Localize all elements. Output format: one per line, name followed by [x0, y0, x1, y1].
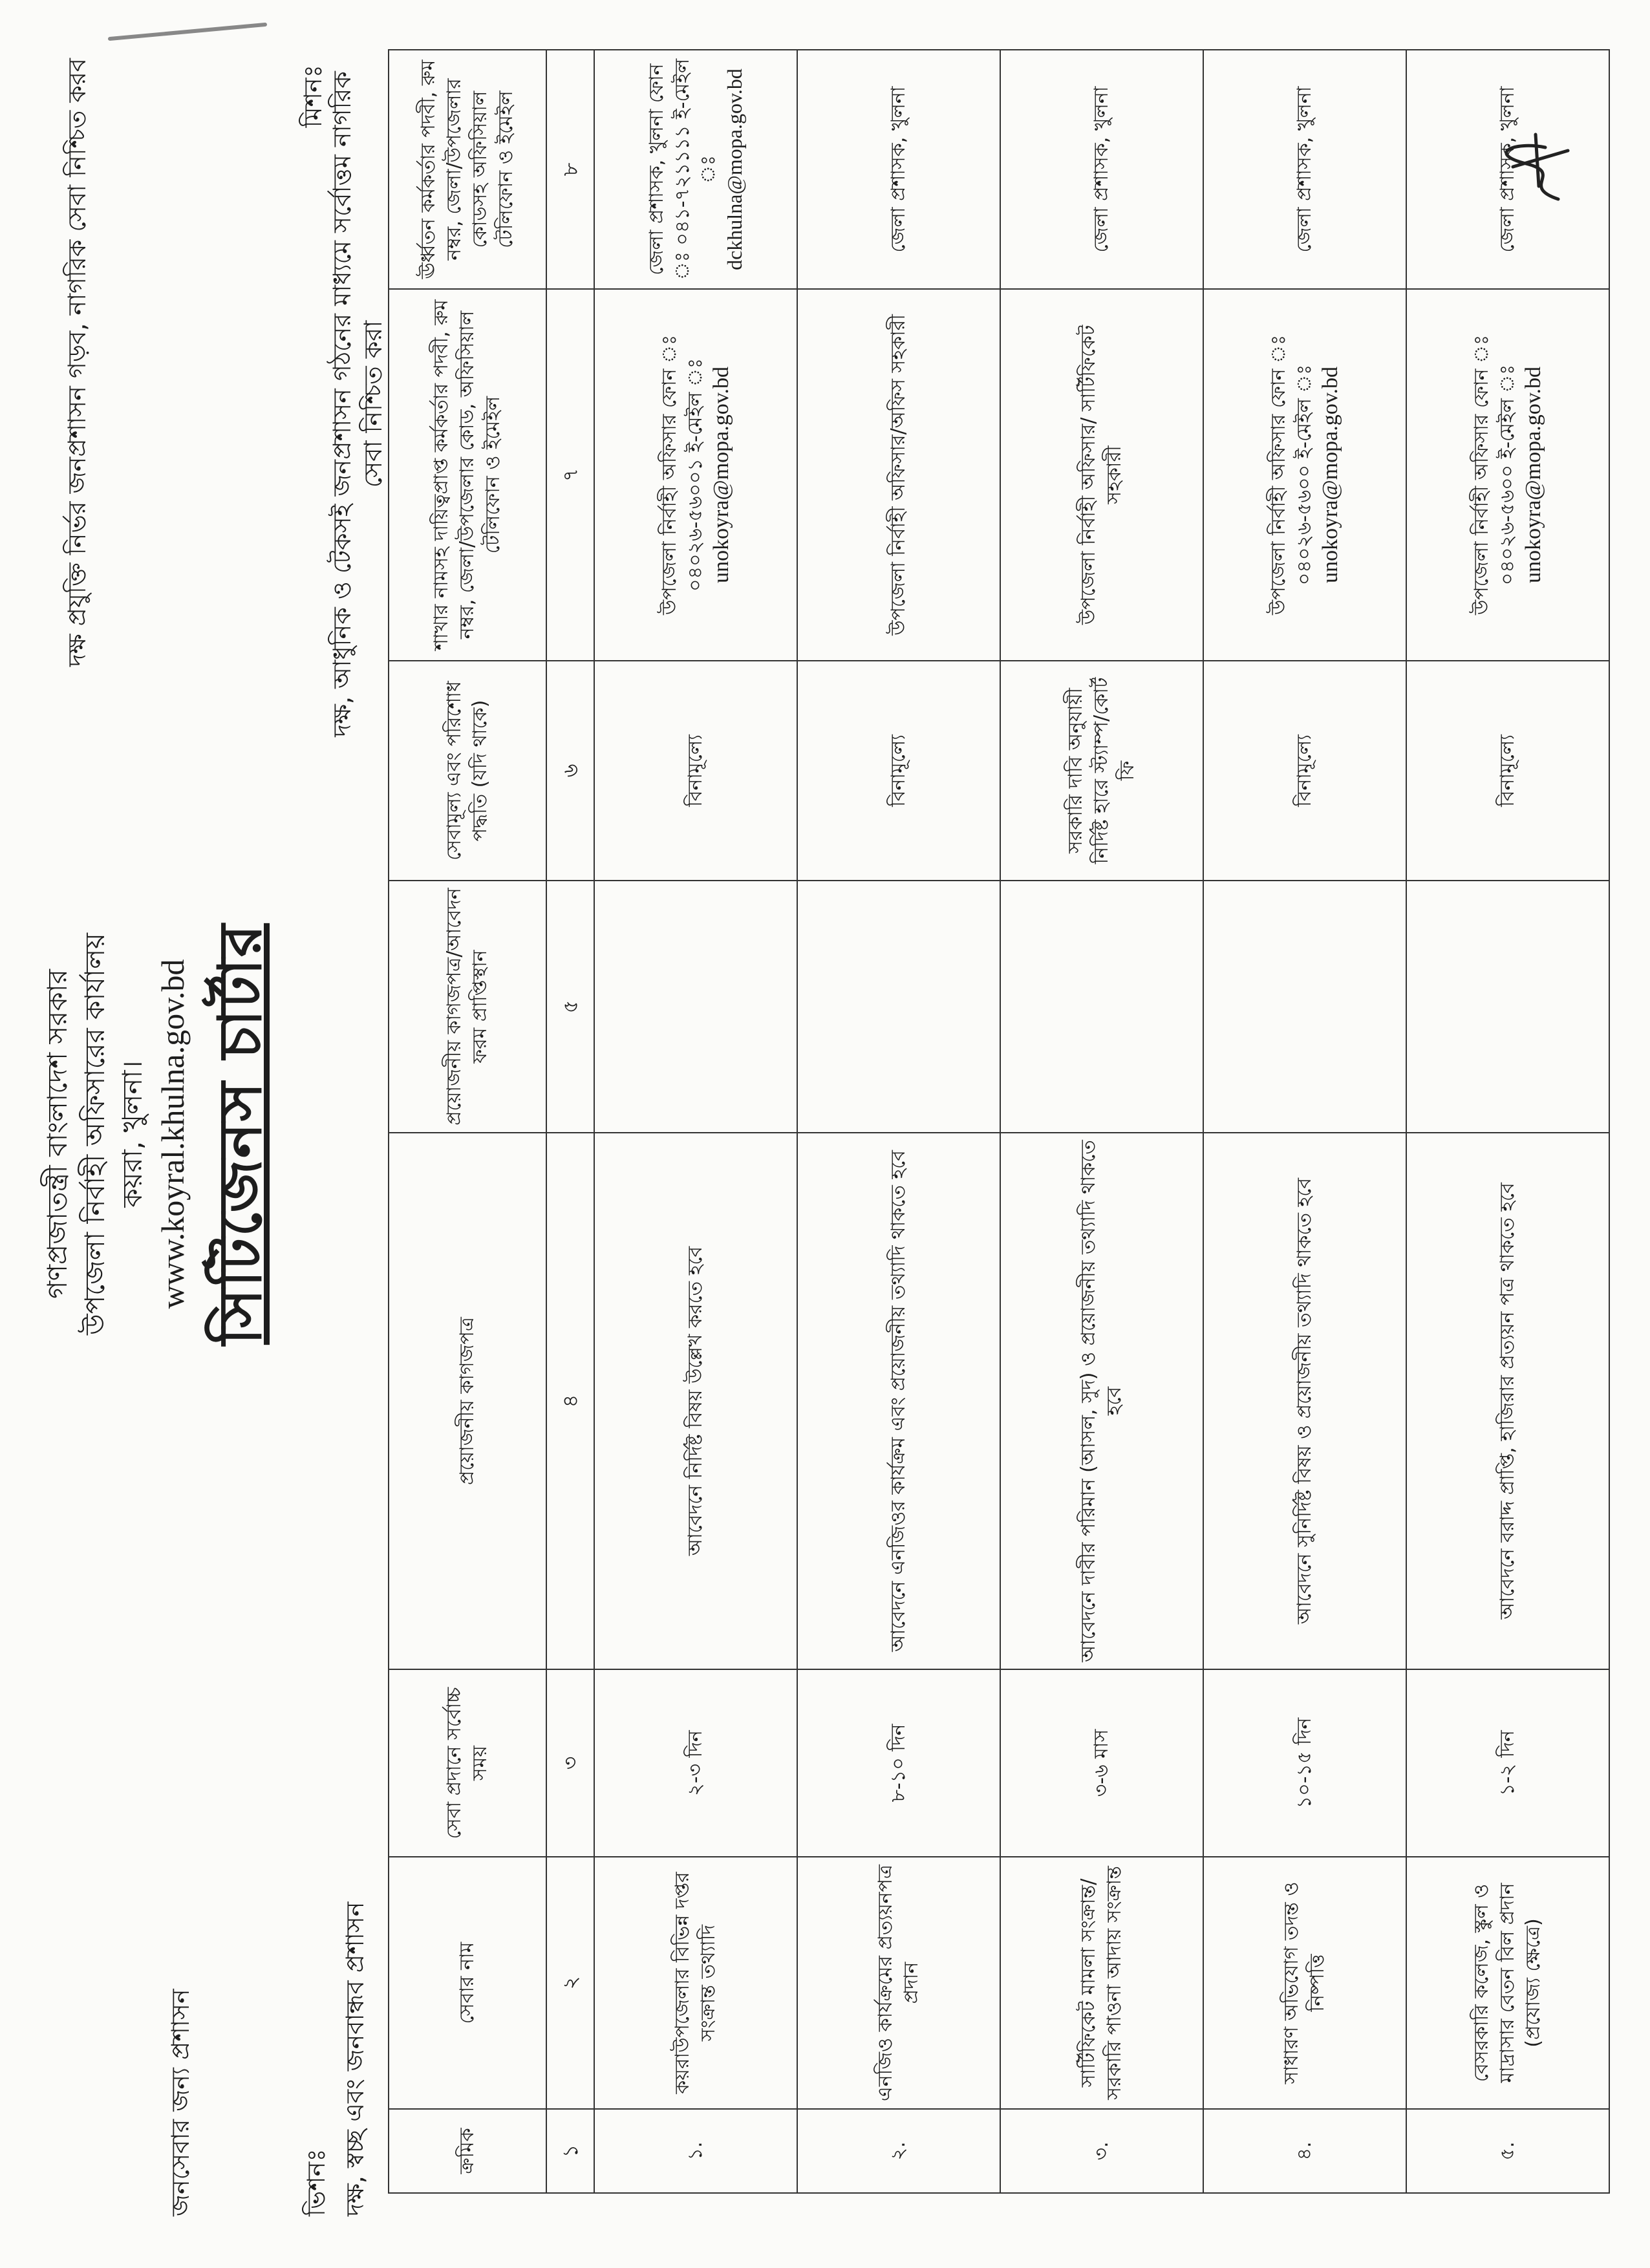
- cell-source: [1406, 881, 1609, 1133]
- header-documents: প্রয়োজনীয় কাগজপত্র: [389, 1133, 546, 1669]
- cell-serial: ৪.: [1203, 2109, 1406, 2193]
- cell-source: [1203, 881, 1406, 1133]
- cell-service: এনজিও কার্যক্রমের প্রত্যয়নপত্র প্রদান: [797, 1857, 1000, 2109]
- column-number: ২: [546, 1857, 594, 2109]
- cell-documents: আবেদনে সুনির্দিষ্ট বিষয় ও প্রয়োজনীয় তথ্যাদি থাকতে হবে: [1203, 1133, 1406, 1669]
- cell-superior: জেলা প্রশাসক, খুলনা: [1203, 50, 1406, 289]
- cell-serial: ৫.: [1406, 2109, 1609, 2193]
- superior-contact: জেলা প্রশাসক, খুলনা ফোন ঃ ০৪১-৭২১১১১ ই-মেইল ঃ: [645, 58, 720, 281]
- cell-documents: আবেদনে এনজিওর কার্যক্রম এবং প্রয়োজনীয় তথ্যাদি থাকতে হবে: [797, 1133, 1000, 1669]
- cell-serial: ৩.: [1000, 2109, 1203, 2193]
- cell-fee: বিনামূল্যে: [1406, 661, 1609, 881]
- handwritten-signature: [1500, 122, 1578, 212]
- cell-serial: ১.: [594, 2109, 797, 2193]
- page-title: সিটিজেনস চার্টার: [206, 923, 275, 1345]
- table-row: [594, 50, 797, 2193]
- cell-fee: বিনামূল্যে: [594, 661, 797, 881]
- header-form-source: প্রয়োজনীয় কাগজপত্র/আবেদন ফরম প্রাপ্তিস্থান: [389, 881, 546, 1133]
- column-number: ৪: [546, 1133, 594, 1669]
- motto-right: দক্ষ প্রযুক্তি নির্ভর জনপ্রশাসন গড়ব, নাগরিক সেবা নিশ্চিত করব: [63, 58, 91, 667]
- cell-superior: জেলা প্রশাসক, খুলনা: [1000, 50, 1203, 289]
- cell-fee: বিনামূল্যে: [797, 661, 1000, 881]
- cell-officer: উপজেলা নির্বাহী অফিসার/অফিস সহকারী: [797, 289, 1000, 661]
- cell-officer: উপজেলা নির্বাহী অফিসার/ সার্টিফিকেট সহকারী: [1000, 289, 1203, 661]
- cell-service: বেসরকারি কলেজ, স্কুল ও মাদ্রাসার বেতন বিল প্রদান (প্রযোজ্য ক্ষেত্রে): [1406, 1857, 1609, 2109]
- officer-email: unokoyra@mopa.gov.bd: [1521, 366, 1545, 584]
- office-location: কয়রা, খুলনা।: [116, 1060, 148, 1208]
- table-row: [1000, 50, 1203, 2193]
- table-header-row: [389, 50, 546, 2193]
- superior-email: dckhulna@mopa.gov.bd: [723, 69, 746, 270]
- header-max-time: সেবা প্রদানে সর্বোচ্চ সময়: [389, 1669, 546, 1857]
- column-number-row: [546, 50, 594, 2193]
- table-row: [797, 50, 1000, 2193]
- page-title-wrap: [194, 0, 294, 2268]
- cell-fee: সরকারি দাবি অনুযায়ী নির্দিষ্ট হারে স্ট্যাম্প/কোর্ট ফি: [1000, 661, 1203, 881]
- cell-officer: [1203, 289, 1406, 661]
- cell-source: [594, 881, 797, 1133]
- cell-service: সাধারণ অভিযোগ তদন্ত ও নিষ্পত্তি: [1203, 1857, 1406, 2109]
- mission-label: মিশনঃ: [299, 65, 327, 128]
- column-number: ৮: [546, 50, 594, 289]
- officer-contact: উপজেলা নির্বাহী অফিসার ফোন ঃ ০৪০২৬-৫৬০০ ই-মেইল ঃ: [1267, 334, 1316, 615]
- cell-source: [1000, 881, 1203, 1133]
- cell-serial: ২.: [797, 2109, 1000, 2193]
- cell-service: সার্টিফিকেট মামলা সংক্রান্ত/ সরকারি পাওনা আদায় সংক্রান্ত: [1000, 1857, 1203, 2109]
- officer-email: unokoyra@mopa.gov.bd: [1318, 366, 1342, 584]
- officer-email: unokoyra@mopa.gov.bd: [709, 366, 733, 584]
- citizen-charter-table: [388, 49, 1610, 2194]
- cell-service: কয়রাউপজেলার বিভিন্ন দপ্তর সংক্রান্ত তথ্যাদি: [594, 1857, 797, 2109]
- header-fee: সেবামূল্য এবং পরিশোধ পদ্ধতি (যদি থাকে): [389, 661, 546, 881]
- column-number: ৬: [546, 661, 594, 881]
- motto-left: জনসেবার জন্য প্রশাসন: [166, 1989, 195, 2216]
- cell-time: ২-৩ দিন: [594, 1669, 797, 1857]
- table-row: [1406, 50, 1609, 2193]
- header-officer: শাখার নামসহ দায়িত্বপ্রাপ্ত কর্মকর্তার পদবী, রুম নম্বর, জেলা/উপজেলার কোড, অফিসিয়াল টেলিফোন ও ইমেইল: [389, 289, 546, 661]
- officer-contact: উপজেলা নির্বাহী অফিসার ফোন ঃ ০৪০২৬-৫৬০০১ ই-মেইল ঃ: [658, 334, 707, 615]
- table-row: [1203, 50, 1406, 2193]
- column-number: ৫: [546, 881, 594, 1133]
- cell-superior: জেলা প্রশাসক, খুলনা: [797, 50, 1000, 289]
- officer-contact: উপজেলা নির্বাহী অফিসার ফোন ঃ ০৪০২৬-৫৬০০ ই-মেইল ঃ: [1470, 334, 1519, 615]
- cell-superior: জেলা প্রশাসক, খুলনা: [1406, 50, 1609, 289]
- website-url: www.koyral.khulna.gov.bd: [155, 959, 191, 1309]
- cell-officer: [1406, 289, 1609, 661]
- header-superior: ঊর্ধ্বতন কর্মকর্তার পদবী, রুম নম্বর, জেলা/উপজেলার কোডসহ অফিসিয়াল টেলিফোন ও ইমেইল: [389, 50, 546, 289]
- vision-label: ভিশনঃ: [302, 2148, 330, 2216]
- vision-text: দক্ষ, স্বচ্ছ এবং জনবান্ধব প্রশাসন: [341, 1901, 369, 2216]
- header-serial: ক্রমিক: [389, 2109, 546, 2193]
- mission-text: দক্ষ, আধুনিক ও টেকসই জনপ্রশাসন গঠনের মাধ্যমে সর্বোত্তম নাগরিক সেবা নিশ্চিত করা: [328, 71, 387, 737]
- government-name: গণপ্রজাতন্ত্রী বাংলাদেশ সরকার: [41, 969, 73, 1299]
- cell-documents: আবেদনে নির্দিষ্ট বিষয় উল্লেখ করতে হবে: [594, 1133, 797, 1669]
- cell-fee: বিনামূল্যে: [1203, 661, 1406, 881]
- cell-superior: [594, 50, 797, 289]
- column-number: ৭: [546, 289, 594, 661]
- cell-time: ৩-৬ মাস: [1000, 1669, 1203, 1857]
- cell-documents: আবেদনে দাবীর পরিমান (আসল, সুদ) ও প্রয়োজনীয় তথ্যাদি থাকতে হবে: [1000, 1133, 1203, 1669]
- cell-source: [797, 881, 1000, 1133]
- header-service-name: সেবার নাম: [389, 1857, 546, 2109]
- column-number: ৩: [546, 1669, 594, 1857]
- office-name: উপজেলা নির্বাহী অফিসারের কার্যালয়: [79, 933, 111, 1335]
- cell-time: ৮-১০ দিন: [797, 1669, 1000, 1857]
- cell-documents: আবেদনে বরাদ্দ প্রাপ্তি, হাজিরার প্রত্যয়ন পত্র থাকতে হবে: [1406, 1133, 1609, 1669]
- cell-officer: [594, 289, 797, 661]
- letterhead: [39, 0, 194, 2268]
- cell-time: ১-২ দিন: [1406, 1669, 1609, 1857]
- column-number: ১: [546, 2109, 594, 2193]
- cell-time: ১০-১৫ দিন: [1203, 1669, 1406, 1857]
